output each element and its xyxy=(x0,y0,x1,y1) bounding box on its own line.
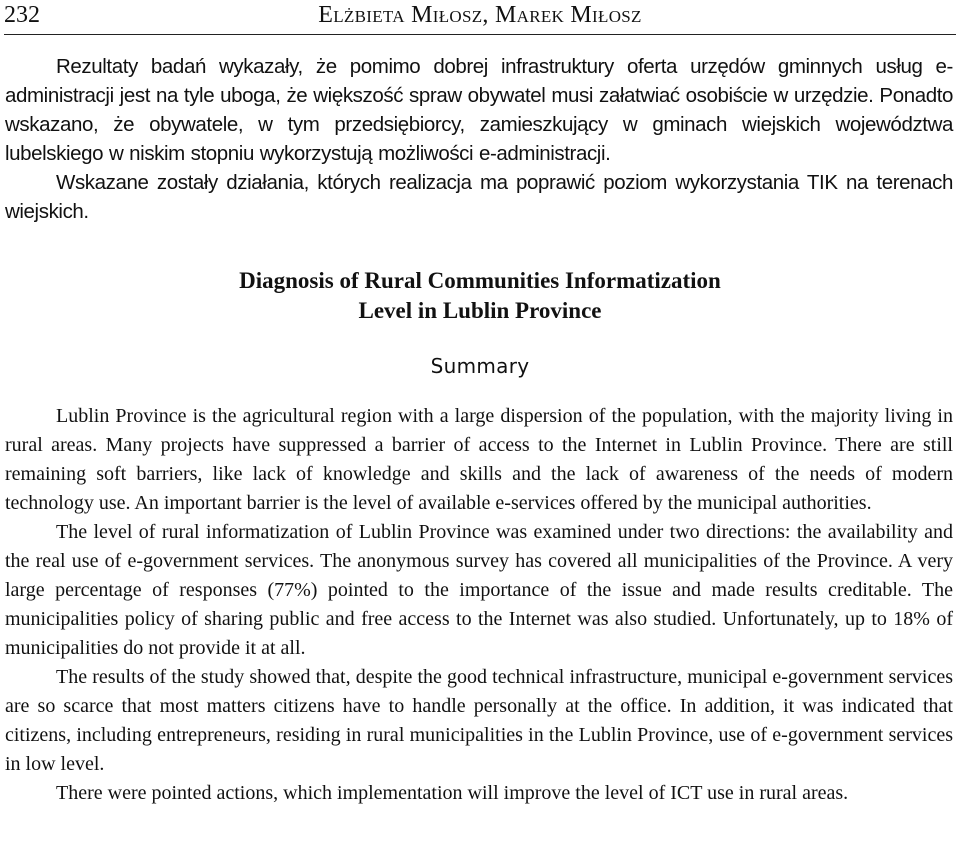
english-summary-paragraph: The results of the study showed that, despite the good technical infrastructure, municipal e-government services are so scarce that most matters citizens have to handle personally at the office. In addition, it was indicated that citizens, including entrepreneurs, residing in rural municipalities in the Lublin Province, use of e-government services in low level. xyxy=(5,666,953,775)
polish-summary-paragraph: Wskazane zostały działania, których realizacja ma poprawić poziom wykorzystania TIK na terenach wiejskich. xyxy=(5,171,953,223)
english-summary-paragraph: Lublin Province is the agricultural region with a large dispersion of the population, with the majority living in rural areas. Many projects have suppressed a barrier of access to the Internet in Lublin Province. There are still remaining soft barriers, like lack of knowledge and skills and the lack of awareness of the needs of modern technology use. An important barrier is the level of available e-services offered by the municipal authorities. xyxy=(5,405,953,514)
polish-summary-paragraph: Rezultaty badań wykazały, że pomimo dobrej infrastruktury oferta urzędów gminnych usług e-administracji jest na tyle uboga, że większość spraw obywatel musi załatwiać osobiście w urzędzie. Ponadto wskazano, że obywatele, w tym przedsiębiorcy, zamieszkujący w gminach wiejskich województwa lubelskiego w niskim stopniu wykorzystują możliwości e-administracji. xyxy=(5,55,953,165)
summary-heading: Summary xyxy=(430,354,530,378)
article-title-line: Level in Lublin Province xyxy=(358,298,602,323)
article-title-line: Diagnosis of Rural Communities Informatization xyxy=(239,268,721,293)
running-header-authors: Elżbieta Miłosz, Marek Miłosz xyxy=(318,2,642,28)
article-title xyxy=(0,266,960,326)
english-summary-paragraph: The level of rural informatization of Lublin Province was examined under two directions: the availability and the real use of e-government services. The anonymous survey has covered all municipalities of the Province. A very large percentage of responses (77%) pointed to the importance of the issue and made results creditable. The municipalities policy of sharing public and free access to the Internet was also studied. Unfortunately, up to 18% of municipalities do not provide it at all. xyxy=(5,521,953,659)
english-summary-paragraph: There were pointed actions, which implementation will improve the level of ICT use in rural areas. xyxy=(56,782,849,804)
running-header xyxy=(4,0,956,35)
polish-summary xyxy=(5,52,953,226)
page-number: 232 xyxy=(4,2,40,28)
english-summary xyxy=(5,402,953,808)
